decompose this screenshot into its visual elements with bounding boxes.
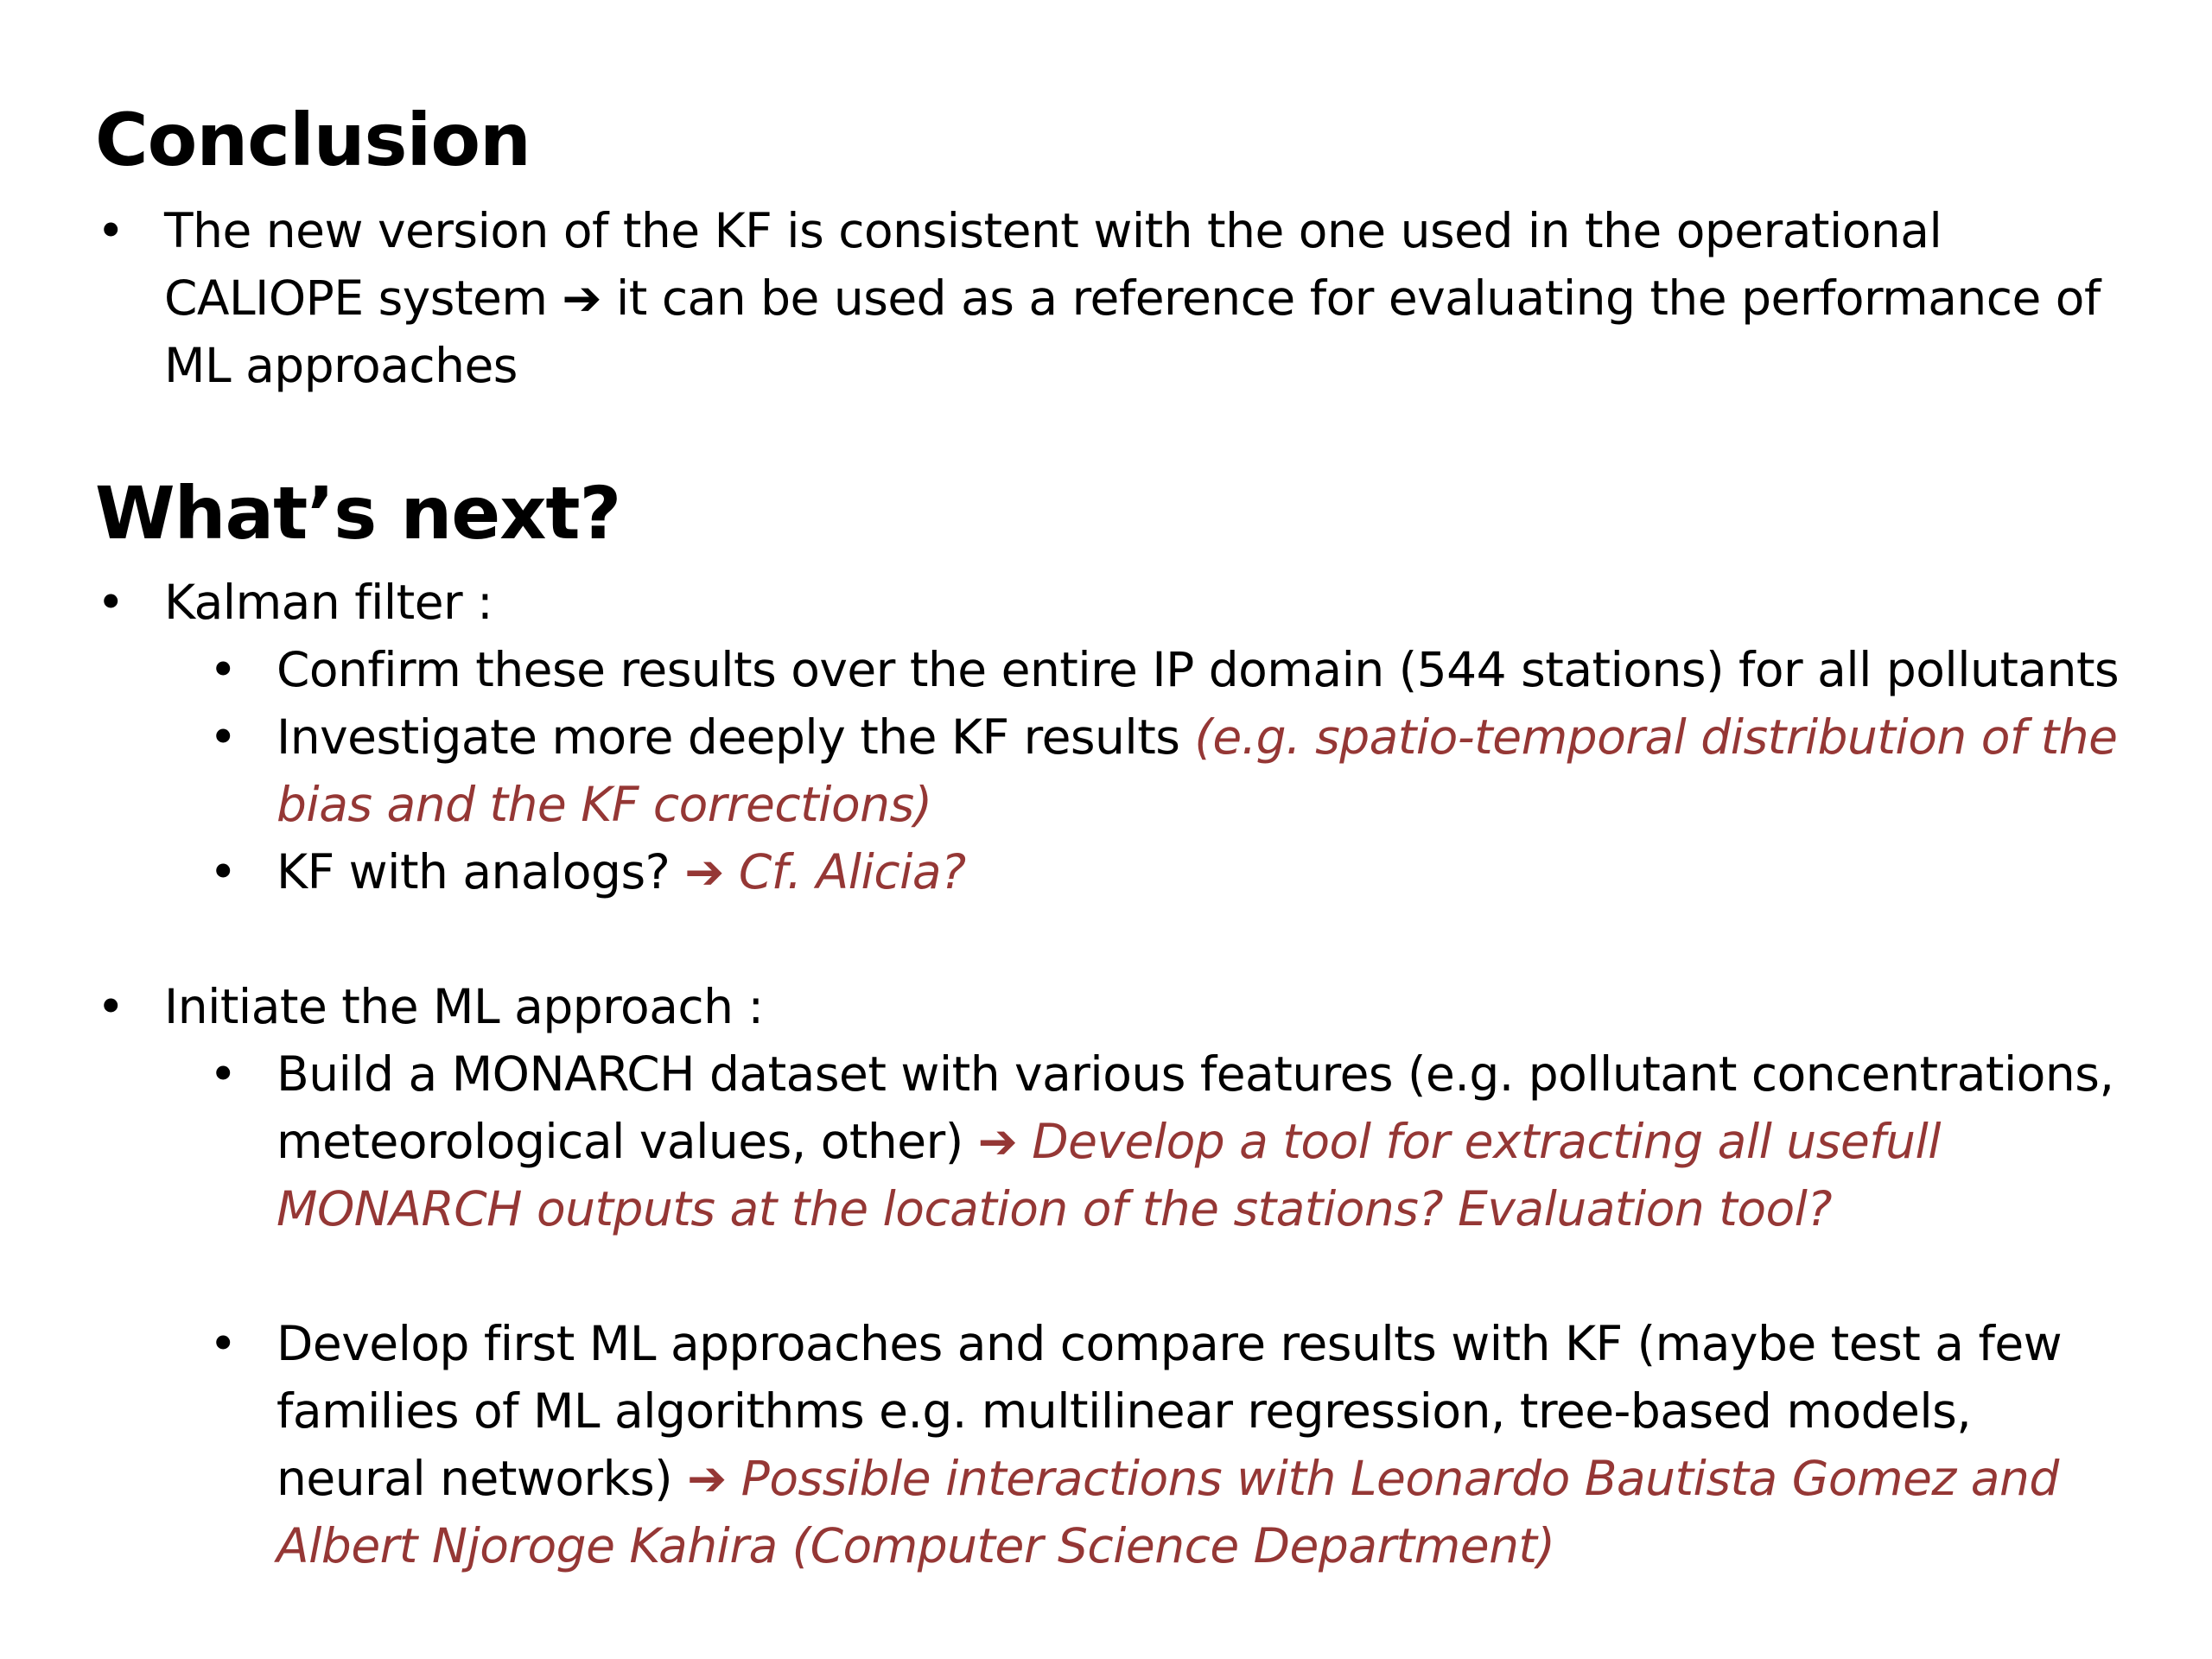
kalman-item-investigate [209, 703, 2126, 838]
bullet-dot-icon: • [97, 575, 124, 630]
bullet-dot-icon: • [209, 642, 237, 697]
bullet-dot-icon: • [209, 709, 237, 765]
bullet-dot-icon: • [209, 1046, 237, 1102]
ml-item-dataset [209, 1040, 2126, 1243]
kalman-bullet [97, 569, 2126, 636]
kalman-item-confirm [209, 636, 2126, 703]
ml-item-develop [209, 1310, 2126, 1580]
arrow-right-icon: ➔ [562, 270, 601, 326]
kalman-item-note: (e.g. spatio-temporal distribution of the bias and the KF corrections) [276, 709, 2118, 832]
arrow-right-icon: ➔ [684, 844, 724, 899]
conclusion-heading: Conclusion [95, 98, 531, 182]
ml-item-note: Develop a tool for extracting all usefull MONARCH outputs at the location of the stations? Evaluation tool? [276, 1114, 1942, 1236]
arrow-right-icon: ➔ [687, 1451, 727, 1506]
bullet-dot-icon: • [97, 979, 124, 1034]
arrow-right-icon: ➔ [977, 1114, 1018, 1169]
ml-item-text: Build a MONARCH dataset with various features (e.g. pollutant concentrations, meteorological values, other) [276, 1046, 2114, 1169]
kalman-item-text: KF with analogs? [276, 844, 671, 899]
kalman-item-analogs [209, 838, 2126, 906]
bullet-dot-icon: • [97, 203, 124, 258]
kalman-item-text: Confirm these results over the entire IP domain (544 stations) for all pollutants [276, 642, 2120, 697]
conclusion-text: The new version of the KF is consistent with the one used in the operational CALIOPE system [164, 203, 1942, 326]
bullet-dot-icon: • [209, 1316, 237, 1371]
bullet-dot-icon: • [209, 844, 237, 899]
ml-item-text: Develop first ML approaches and compare results with KF (maybe test a few families of ML algorithms e.g. multilinear regression, tree-based models, neural networks) [276, 1316, 2063, 1506]
ml-label: Initiate the ML approach : [164, 979, 764, 1034]
kalman-item-note: Cf. Alicia? [738, 844, 966, 899]
conclusion-bullet [97, 197, 2126, 399]
ml-item-note: Possible interactions with Leonardo Bautista Gomez and Albert Njoroge Kahira (Computer Science Department) [276, 1451, 2059, 1573]
kalman-item-text: Investigate more deeply the KF results [276, 709, 1180, 765]
kalman-label: Kalman filter : [164, 575, 493, 630]
whats-next-heading: What’s next? [95, 471, 621, 556]
ml-bullet [97, 973, 2126, 1040]
conclusion-text-after: it can be used as a reference for evaluating the performance of ML approaches [164, 270, 2101, 393]
